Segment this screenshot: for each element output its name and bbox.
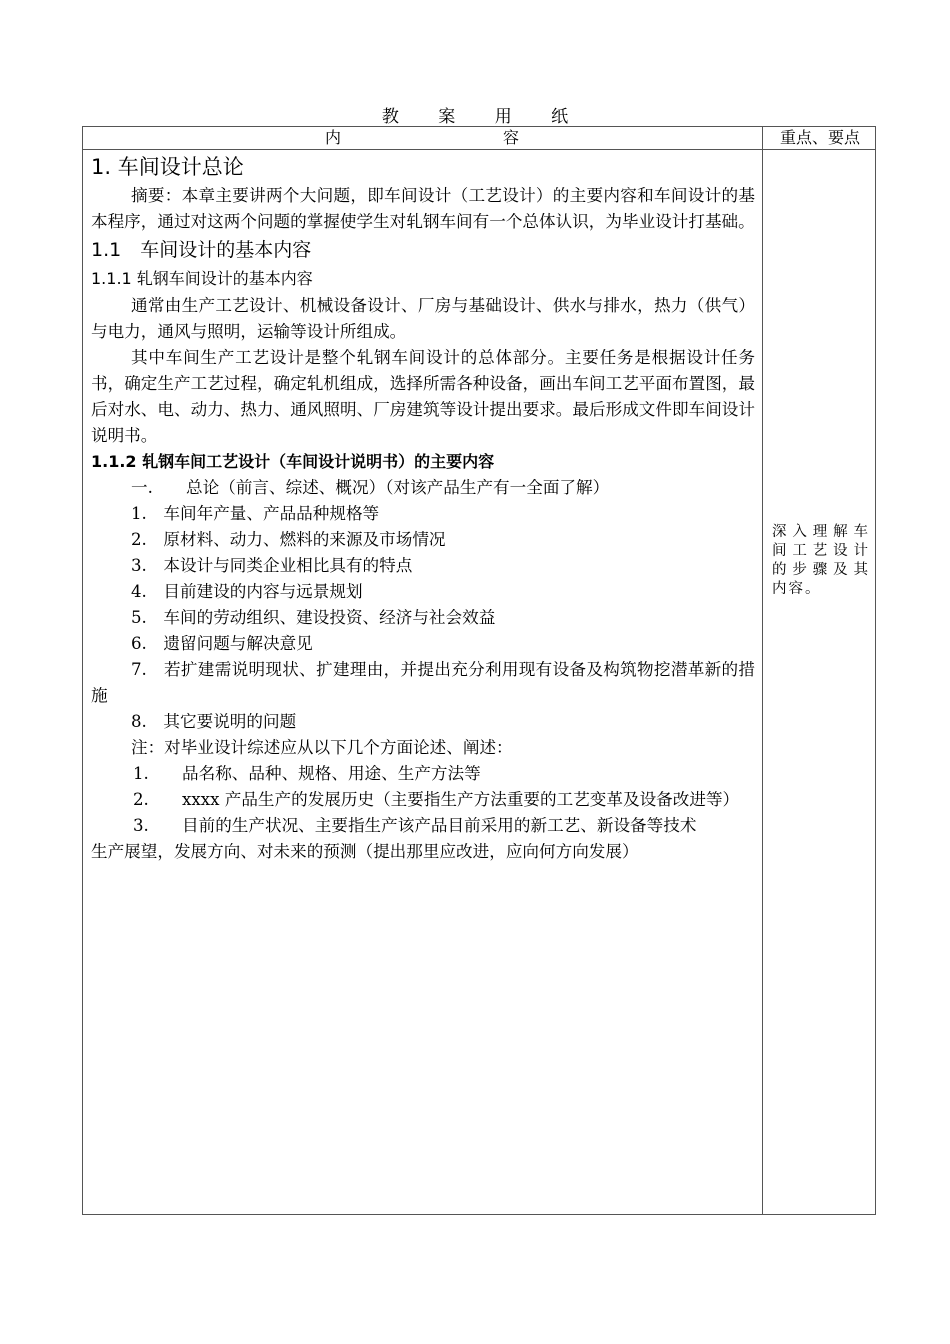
subsection-heading: 1.1.2 轧钢车间工艺设计（车间设计说明书）的主要内容: [91, 452, 495, 471]
list-item: 8. 其它要说明的问题: [131, 712, 297, 731]
note-list-item: 1. 品名称、品种、规格、用途、生产方法等: [133, 764, 481, 783]
chapter-heading: 1. 车间设计总论: [91, 155, 244, 179]
list-item: 4. 目前建设的内容与远景规划: [131, 582, 363, 601]
header-divider: [83, 149, 875, 150]
note-list-item: 2. xxxx 产品生产的发展历史（主要指生产方法重要的工艺变革及设备改进等）: [133, 790, 740, 809]
closing-line: 生产展望，发展方向、对未来的预测（提出那里应改进，应向何方向发展）: [91, 842, 639, 861]
list-item: 6. 遗留问题与解决意见: [131, 634, 313, 653]
section-heading: 1.1 车间设计的基本内容: [91, 239, 312, 261]
note-list-item: 3. 目前的生产状况、主要指生产该产品目前采用的新工艺、新设备等技术: [133, 816, 697, 835]
lesson-plan-table: [82, 126, 876, 1215]
subsection-heading: 1.1.1 轧钢车间设计的基本内容: [91, 269, 313, 288]
list-item: 3. 本设计与同类企业相比具有的特点: [131, 556, 413, 575]
list-item: 2. 原材料、动力、燃料的来源及市场情况: [131, 530, 446, 549]
column-divider: [762, 127, 763, 1214]
list-item: 1. 车间年产量、产品品种规格等: [131, 504, 380, 523]
note-line: 注：对毕业设计综述应从以下几个方面论述、阐述：: [131, 738, 513, 757]
list-item: 5. 车间的劳动组织、建设投资、经济与社会效益: [131, 608, 496, 627]
header-char: 容: [503, 128, 520, 147]
content-column-header: [83, 127, 762, 149]
title-char: 教: [381, 107, 399, 127]
content-cell: [91, 151, 755, 865]
paragraph: 通常由生产工艺设计、机械设备设计、厂房与基础设计、供水与排水，热力（供气）与电力，通风与照明，运输等设计所组成。: [91, 296, 755, 341]
key-points-cell: 深入理解车间工艺设计的步骤及其内容。: [772, 524, 870, 597]
section-one-heading: 一. 总论（前言、综述、概况）（对该产品生产有一全面了解）: [131, 478, 610, 497]
paragraph: 其中车间生产工艺设计是整个轧钢车间设计的总体部分。主要任务是根据设计任务书，确定生产工艺过程，确定轧机组成，选择所需各种设备，画出车间工艺平面布置图，最后对水、电、动力、热力、通风照明、厂房建筑等设计提出要求。最后形成文件即车间设计说明书。: [91, 348, 755, 445]
title-char: 用: [494, 107, 512, 127]
title-char: 案: [438, 107, 456, 127]
list-item: 7. 若扩建需说明现状、扩建理由，并提出充分利用现有设备及构筑物挖潜革新的措施: [91, 660, 755, 705]
key-points-column-header: 重点、要点: [779, 128, 860, 147]
abstract-paragraph: 摘要：本章主要讲两个大问题，即车间设计（工艺设计）的主要内容和车间设计的基本程序，通过对这两个问题的掌握使学生对轧钢车间有一个总体认识，为毕业设计打基础。: [91, 186, 755, 231]
title-char: 纸: [551, 107, 569, 127]
header-char: 内: [325, 128, 342, 147]
page-title: [0, 102, 950, 127]
